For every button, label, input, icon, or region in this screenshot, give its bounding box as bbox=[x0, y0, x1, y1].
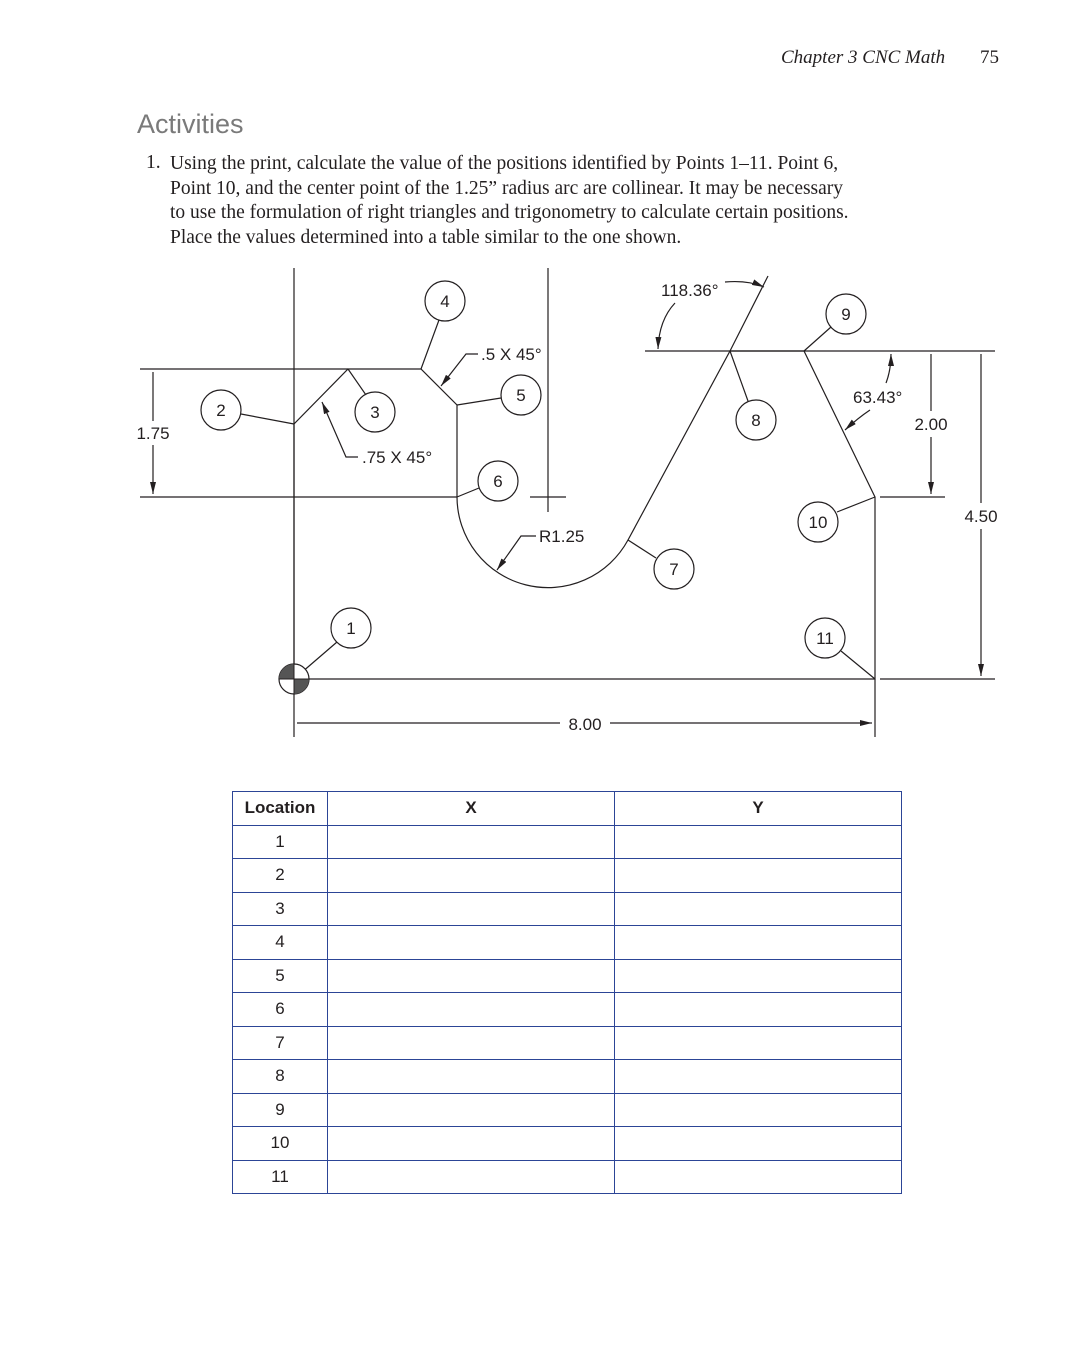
balloon-label: 7 bbox=[669, 560, 679, 579]
x-cell bbox=[328, 892, 615, 926]
page-number: 75 bbox=[980, 47, 999, 68]
dim-1.75: 1.75 bbox=[136, 424, 170, 443]
angle-63-note: 63.43° bbox=[853, 388, 903, 407]
radius-note: R1.25 bbox=[539, 527, 585, 546]
balloon-label: 4 bbox=[440, 292, 450, 311]
dim-2.00: 2.00 bbox=[914, 415, 948, 434]
section-heading: Activities bbox=[137, 109, 244, 139]
location-cell: 6 bbox=[233, 993, 328, 1027]
x-cell bbox=[328, 993, 615, 1027]
x-cell bbox=[328, 825, 615, 859]
balloon-label: 9 bbox=[841, 305, 851, 324]
col-header-location: Location bbox=[233, 792, 328, 826]
chamfer-large-note: .75 X 45° bbox=[362, 448, 433, 467]
y-cell bbox=[615, 825, 902, 859]
y-cell bbox=[615, 1093, 902, 1127]
balloon-label: 10 bbox=[808, 513, 828, 532]
question-line: Point 10, and the center point of the 1.25” radius arc are collinear. It may be necessary bbox=[170, 177, 844, 199]
y-cell bbox=[615, 1060, 902, 1094]
balloon-label: 2 bbox=[216, 401, 226, 420]
location-cell: 8 bbox=[233, 1060, 328, 1094]
table-row bbox=[233, 859, 902, 893]
y-cell bbox=[615, 1026, 902, 1060]
x-cell bbox=[328, 926, 615, 960]
balloon-label: 8 bbox=[751, 411, 761, 430]
location-table bbox=[232, 791, 902, 1194]
running-header: Chapter 3 CNC Math bbox=[781, 47, 946, 68]
y-cell bbox=[615, 859, 902, 893]
question-line: Using the print, calculate the value of the positions identified by Points 1–11. Point 6, bbox=[170, 153, 839, 174]
x-cell bbox=[328, 959, 615, 993]
location-cell: 9 bbox=[233, 1093, 328, 1127]
table-row bbox=[233, 1060, 902, 1094]
table-row bbox=[233, 892, 902, 926]
angle-118-note: 118.36° bbox=[661, 281, 719, 300]
y-cell bbox=[615, 993, 902, 1027]
location-cell: 10 bbox=[233, 1127, 328, 1161]
dim-8.00: 8.00 bbox=[568, 715, 602, 734]
location-cell: 11 bbox=[233, 1160, 328, 1194]
col-header-x: X bbox=[328, 792, 615, 826]
table-row bbox=[233, 959, 902, 993]
balloon-label: 5 bbox=[516, 386, 526, 405]
x-cell bbox=[328, 1026, 615, 1060]
datum-origin-icon bbox=[279, 664, 309, 694]
table-row bbox=[233, 1127, 902, 1161]
col-header-y: Y bbox=[615, 792, 902, 826]
table-row bbox=[233, 926, 902, 960]
question-line: to use the formulation of right triangles and trigonometry to calculate certain positions. bbox=[170, 202, 849, 223]
table-row bbox=[233, 1093, 902, 1127]
table-row bbox=[233, 1160, 902, 1194]
dim-4.50: 4.50 bbox=[964, 507, 998, 526]
table-row bbox=[233, 1026, 902, 1060]
location-cell: 7 bbox=[233, 1026, 328, 1060]
question-line: Place the values determined into a table similar to the one shown. bbox=[170, 226, 682, 248]
location-cell: 1 bbox=[233, 825, 328, 859]
extension-lines bbox=[140, 268, 998, 737]
balloon-label: 1 bbox=[346, 619, 356, 638]
balloon-label: 6 bbox=[493, 472, 503, 491]
location-cell: 5 bbox=[233, 959, 328, 993]
y-cell bbox=[615, 926, 902, 960]
x-cell bbox=[328, 1093, 615, 1127]
y-cell bbox=[615, 892, 902, 926]
question-number: 1. bbox=[146, 152, 161, 173]
x-cell bbox=[328, 1060, 615, 1094]
x-cell bbox=[328, 859, 615, 893]
y-cell bbox=[615, 959, 902, 993]
y-cell bbox=[615, 1160, 902, 1194]
chamfer-small-note: .5 X 45° bbox=[481, 345, 542, 364]
table-row bbox=[233, 825, 902, 859]
balloon-label: 3 bbox=[370, 403, 380, 422]
table-row bbox=[233, 993, 902, 1027]
x-cell bbox=[328, 1160, 615, 1194]
balloon-label: 11 bbox=[816, 629, 834, 648]
location-cell: 4 bbox=[233, 926, 328, 960]
y-cell bbox=[615, 1127, 902, 1161]
location-cell: 2 bbox=[233, 859, 328, 893]
location-cell: 3 bbox=[233, 892, 328, 926]
x-cell bbox=[328, 1127, 615, 1161]
